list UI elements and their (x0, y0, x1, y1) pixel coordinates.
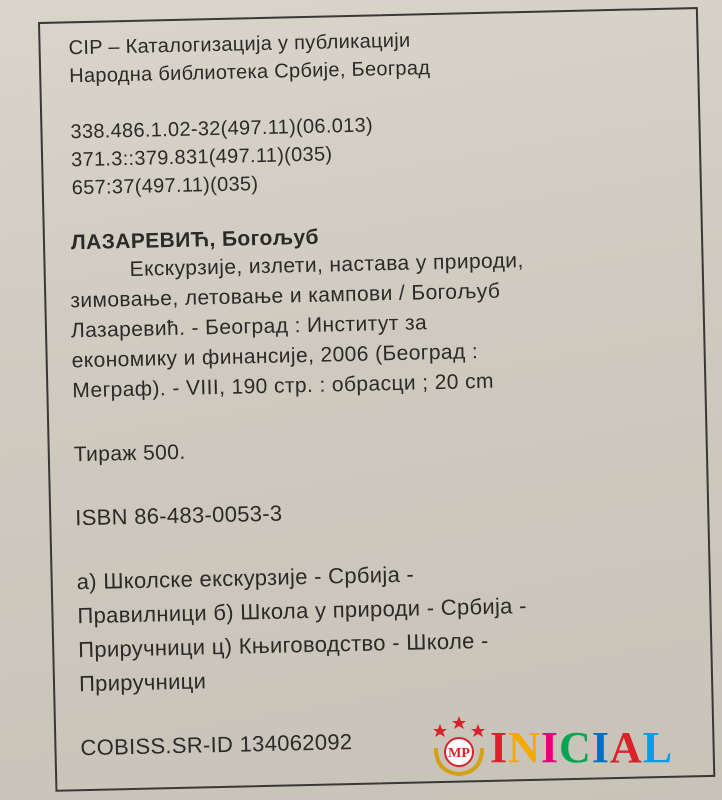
inicial-logo (430, 712, 720, 782)
subject-line-2: Правилници б) Школа у природи - Србија - (77, 593, 527, 629)
author-heading: ЛАЗАРЕВИЋ, Богољуб (70, 225, 320, 255)
mp-badge-icon (430, 714, 488, 778)
subject-line-3: Приручници ц) Књиговодство - Школе - (77, 627, 489, 663)
udc-line-3: 657:37(497.11)(035) (71, 173, 259, 200)
cip-record-card (38, 7, 715, 792)
wordmark-letter: I (540, 723, 560, 772)
badge-text: MP (448, 746, 470, 761)
cobiss-id: COBISS.SR-ID 134062092 (80, 729, 353, 761)
wordmark-letter: I (490, 723, 509, 772)
wordmark-letter: A (609, 723, 643, 772)
udc-line-1: 338.486.1.02-32(497.11)(06.013) (70, 114, 374, 144)
cip-header: CIP – Каталогизација у публикацији (68, 29, 411, 60)
subject-line-4: Приручници (78, 668, 207, 697)
subject-line-1: а) Школске екскурзије - Србија - (76, 561, 415, 595)
desc-line-2: зимовање, летовање и кампови / Богољуб (70, 279, 501, 313)
desc-line-3: Лазаревић. - Београд : Институт за (70, 311, 428, 343)
print-run: Тираж 500. (73, 440, 186, 467)
udc-line-2: 371.3::379.831(497.11)(035) (70, 143, 333, 172)
wordmark-letter: C (559, 723, 592, 772)
desc-line-4: економику и финансије, 2006 (Београд : (71, 340, 479, 373)
wordmark-letter: I (591, 723, 610, 772)
desc-line-5: Меграф). - VIII, 190 стр. : обрасци ; 20 cm (72, 369, 495, 403)
wordmark-letter: L (642, 723, 674, 772)
wordmark-letter: N (508, 723, 541, 772)
library-name: Народна библиотека Србије, Београд (68, 57, 431, 88)
desc-line-1: Екскурзије, излети, настава у природи, (129, 249, 524, 281)
isbn: ISBN 86-483-0053-3 (74, 500, 283, 531)
inicial-wordmark (490, 722, 673, 773)
